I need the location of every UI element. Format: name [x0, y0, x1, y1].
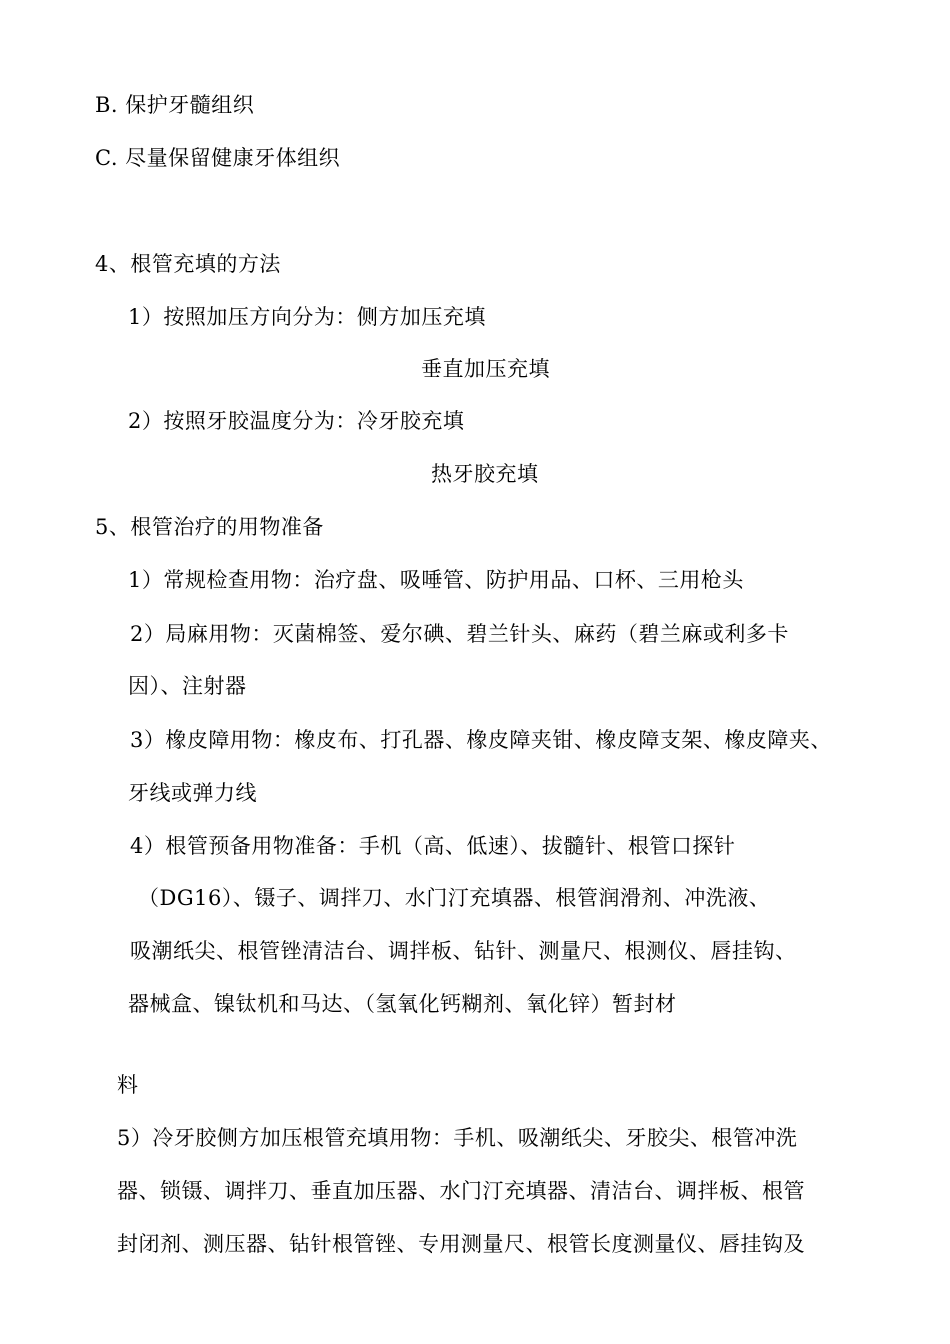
- section-5-item-2-wrap: 因）、注射器: [128, 674, 247, 698]
- option-b: B. 保护牙髓组织: [95, 93, 255, 117]
- section-5-heading: 5、根管治疗的用物准备: [95, 515, 324, 539]
- section-5-item-4-wrap-3: 器械盒、镍钛机和马达、（氢氧化钙糊剂、氧化锌）暂封材: [128, 992, 677, 1016]
- section-4-heading: 4、根管充填的方法: [95, 252, 281, 276]
- section-5-item-4: 4）根管预备用物准备：手机（高、低速）、拔髓针、根管口探针: [130, 834, 736, 858]
- section-5-item-5-wrap-1: 器、锁镊、调拌刀、垂直加压器、水门汀充填器、清洁台、调拌板、根管: [117, 1179, 805, 1203]
- section-5-item-3-wrap: 牙线或弹力线: [128, 781, 257, 805]
- option-c: C. 尽量保留健康牙体组织: [95, 146, 341, 170]
- section-5-item-1: 1）常规检查用物：治疗盘、吸唾管、防护用品、口杯、三用枪头: [128, 568, 744, 592]
- section-4-item-1: 1）按照加压方向分为：侧方加压充填: [128, 305, 486, 329]
- section-5-item-2: 2）局麻用物：灭菌棉签、爱尔碘、碧兰针头、麻药（碧兰麻或利多卡: [130, 622, 789, 646]
- section-5-item-4-wrap-2: 吸潮纸尖、根管锉清洁台、调拌板、钻针、测量尺、根测仪、唇挂钩、: [130, 939, 797, 963]
- section-5-item-4-wrap-1: （DG16）、镊子、调拌刀、水门汀充填器、根管润滑剂、冲洗液、: [138, 886, 771, 910]
- section-5-item-3: 3）橡皮障用物：橡皮布、打孔器、橡皮障夹钳、橡皮障支架、橡皮障夹、: [130, 728, 832, 752]
- section-4-item-2-continuation: 热牙胶充填: [431, 462, 539, 486]
- section-4-item-2: 2）按照牙胶温度分为：冷牙胶充填: [128, 409, 465, 433]
- section-4-item-1-continuation: 垂直加压充填: [421, 357, 550, 381]
- section-5-item-5: 5）冷牙胶侧方加压根管充填用物：手机、吸潮纸尖、牙胶尖、根管冲洗: [117, 1126, 798, 1150]
- section-5-item-4-wrap-4: 料: [117, 1073, 139, 1097]
- section-5-item-5-wrap-2: 封闭剂、测压器、钻针根管锉、专用测量尺、根管长度测量仪、唇挂钩及: [117, 1232, 805, 1256]
